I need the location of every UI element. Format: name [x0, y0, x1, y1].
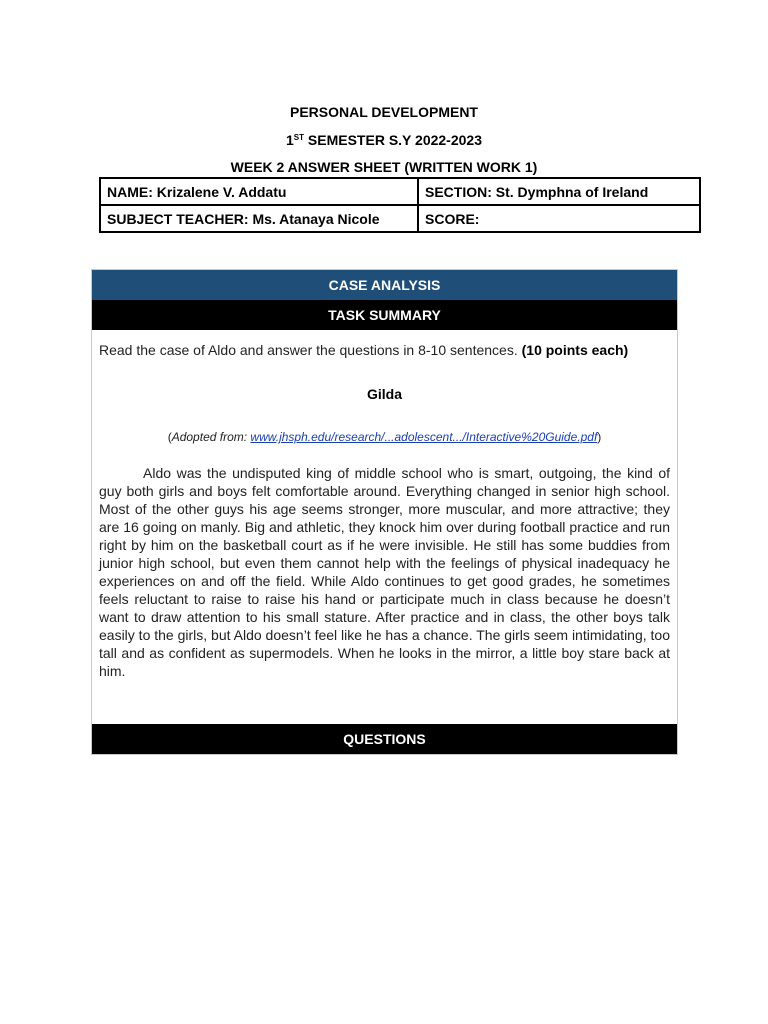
info-row: [100, 205, 700, 232]
week-title: WEEK 2 ANSWER SHEET (WRITTEN WORK 1): [230, 159, 538, 175]
citation-close-paren: ): [597, 430, 602, 444]
case-analysis-heading: CASE ANALYSIS: [92, 270, 677, 300]
questions-heading: QUESTIONS: [92, 724, 677, 754]
instruction-main: Read the case of Aldo and answer the questions in 8-10 sentences.: [99, 342, 522, 358]
score-cell: SCORE:: [418, 205, 700, 232]
task-summary-heading: TASK SUMMARY: [92, 300, 677, 330]
document-title: PERSONAL DEVELOPMENT: [290, 104, 478, 120]
student-info-table: [99, 177, 701, 233]
instruction-text: [99, 342, 628, 358]
semester-line: [0, 131, 768, 149]
instruction-points: (10 points each): [521, 342, 629, 358]
source-link[interactable]: www.jhsph.edu/research/...adolescent.../Interactive%20Guide.pdf: [250, 430, 598, 444]
semester-text: SEMESTER S.Y 2022-2023: [304, 132, 482, 148]
story-paragraph: Aldo was the undisputed king of middle school who is smart, outgoing, the kind of guy both girls and boys felt comfortable around. Everything changed in senior high school. Most of the other guys his age seems stronger, more muscular, and more attractive; they are 16 going on manly. Big and athletic, they knock him over during football practice and run right by him on the basketball court as if he were invisible. He still has some buddies from junior high school, but even them cannot help with the feelings of physical inadequacy he experiences on and off the field. While Aldo continues to get good grades, he sometimes feels reluctant to raise to raise his hand or participate much in class because he doesn’t want to draw attention to his small stature. After practice and in class, the other boys talk easily to the girls, but Aldo doesn’t feel like he has a chance. The girls seem intimidating, too tall and as confident as supermodels. When he looks in the mirror, a little boy stare back at him.: [99, 465, 670, 679]
story-title: Gilda: [366, 386, 402, 402]
info-row: [100, 178, 700, 205]
semester-number: 1: [286, 132, 294, 148]
teacher-cell: SUBJECT TEACHER: Ms. Atanaya Nicole: [100, 205, 418, 232]
story-passage: [99, 464, 670, 680]
task-summary-body: [92, 330, 677, 724]
semester-superscript: ST: [293, 133, 305, 142]
citation-open-paren: (: [167, 430, 172, 444]
citation-label: Adopted from:: [171, 430, 251, 444]
name-cell: NAME: Krizalene V. Addatu: [100, 178, 418, 205]
source-citation: [92, 430, 677, 444]
section-cell: SECTION: St. Dymphna of Ireland: [418, 178, 700, 205]
case-analysis-box: [91, 269, 678, 755]
